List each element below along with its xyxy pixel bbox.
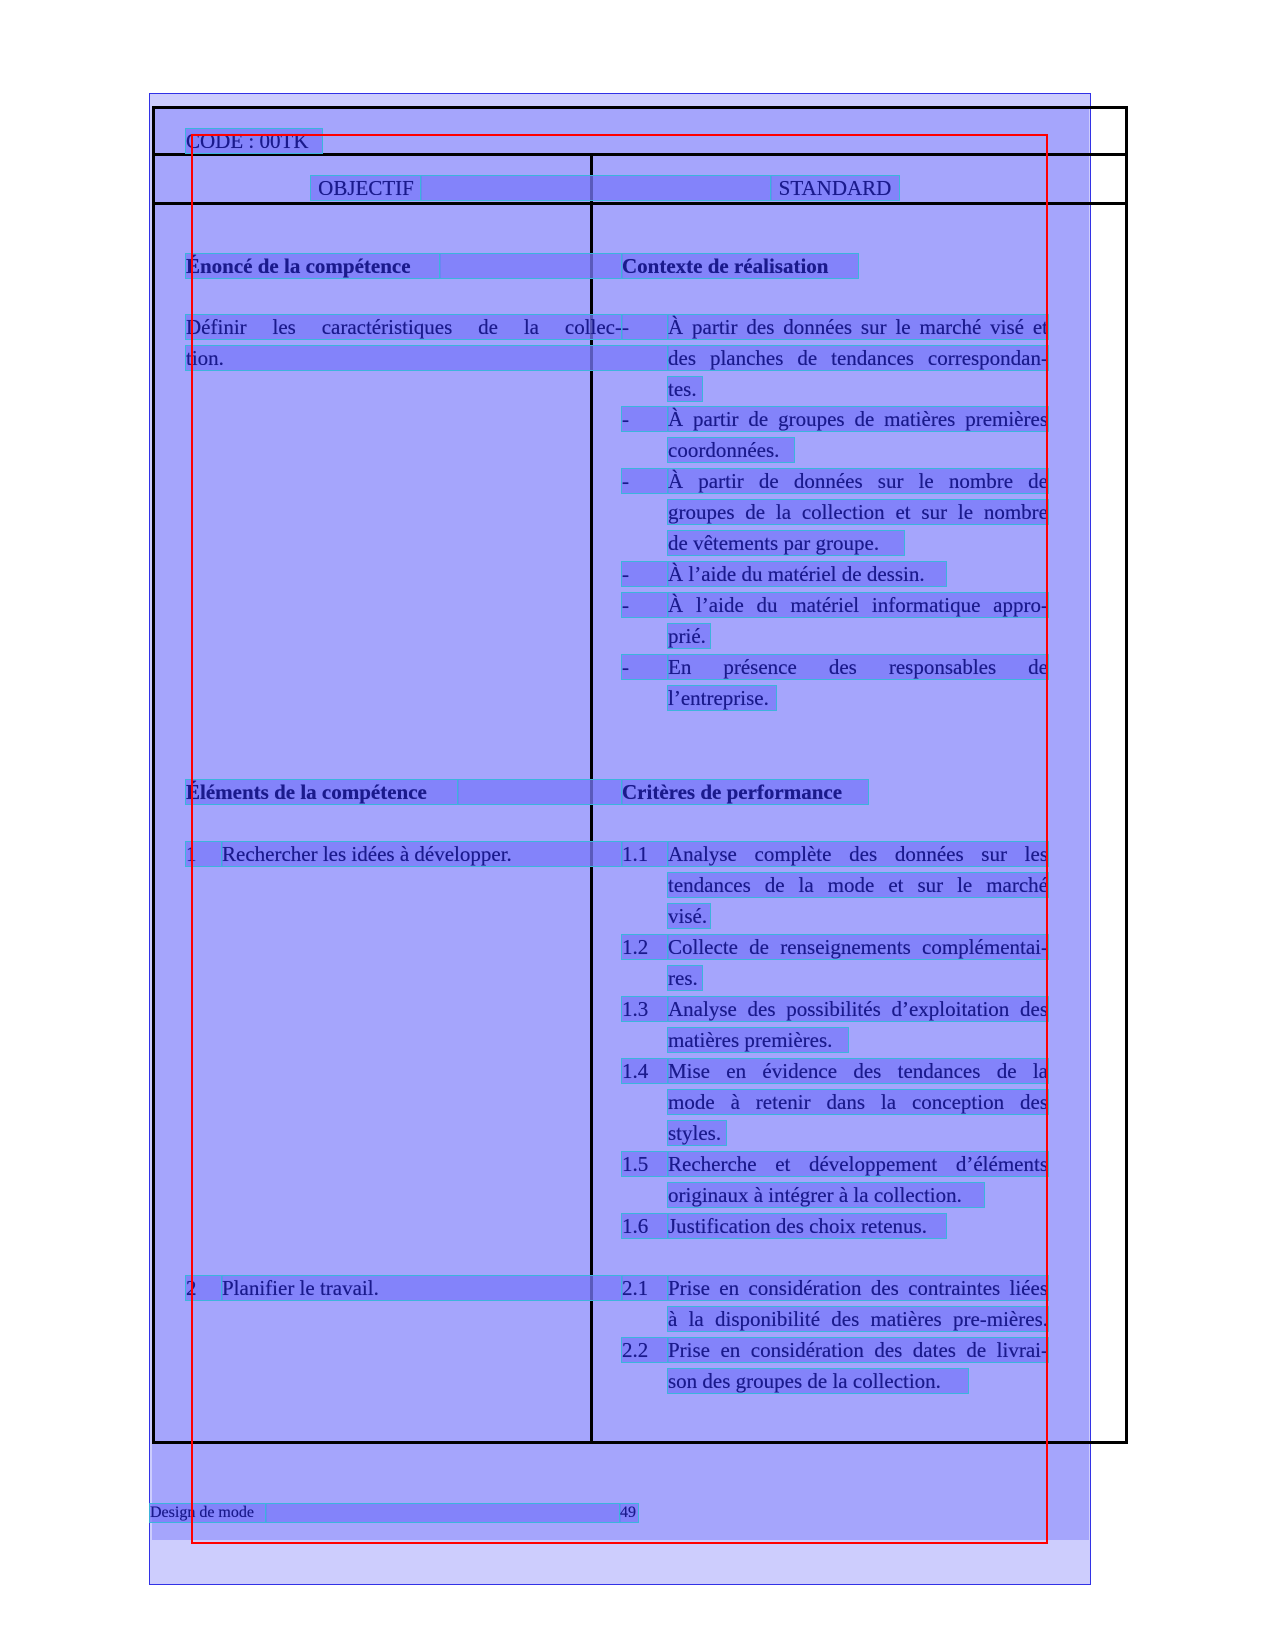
critere-1-3-line-1: Analyse des possibilités d’exploitation des: [668, 997, 1048, 1021]
contexte-item-2-line-1: À partir de groupes de matières premières: [668, 407, 1048, 431]
critere-1-6-line-1: Justification des choix retenus.: [668, 1214, 946, 1238]
critere-1-3-line-2: matières premières.: [668, 1028, 848, 1052]
contexte-item-3-line-3: de vêtements par groupe.: [668, 531, 904, 555]
critere-1-5-line-2: originaux à intégrer à la collection.: [668, 1183, 984, 1207]
contexte-bullet-3: -: [622, 469, 668, 493]
critere-1-5-line-1: Recherche et développement d’éléments: [668, 1152, 1048, 1176]
contexte-item-1-line-1: À partir des données sur le marché visé et: [668, 315, 1048, 339]
element-1-number: 1: [186, 842, 222, 866]
contexte-title: Contexte de réalisation: [622, 254, 858, 278]
critere-2-2-number: 2.2: [622, 1338, 668, 1362]
contexte-item-6-line-1: En présence des responsables de: [668, 655, 1048, 679]
enonce-title: Énoncé de la compétence: [186, 254, 440, 278]
contexte-item-4-line-1: À l’aide du matériel de dessin.: [668, 562, 946, 586]
critere-1-4-line-1: Mise en évidence des tendances de la: [668, 1059, 1048, 1083]
enonce-line-2: tion.: [186, 346, 668, 370]
elements-title: Éléments de la compétence: [186, 780, 458, 804]
contexte-item-1-line-3: tes.: [668, 377, 702, 401]
critere-2-1-number: 2.1: [622, 1276, 668, 1300]
critere-1-5-number: 1.5: [622, 1152, 668, 1176]
critere-1-2-number: 1.2: [622, 935, 668, 959]
enonce-line-1: Définir les caractéristiques de la collec-: [186, 315, 622, 339]
footer-title: Design de mode: [150, 1504, 266, 1522]
contexte-item-3-line-1: À partir de données sur le nombre de: [668, 469, 1048, 493]
contexte-item-5-line-1: À l’aide du matériel informatique appro-: [668, 593, 1048, 617]
critere-1-2-line-1: Collecte de renseignements complémentai-: [668, 935, 1048, 959]
critere-1-1-line-3: visé.: [668, 904, 710, 928]
critere-1-4-line-3: styles.: [668, 1121, 726, 1145]
contexte-bullet-6: -: [622, 655, 668, 679]
critere-2-1-line-1: Prise en considération des contraintes liées: [668, 1276, 1048, 1300]
critere-1-1-line-1: Analyse complète des données sur les: [668, 842, 1048, 866]
element-2-number: 2: [186, 1276, 222, 1300]
element-1-text: Rechercher les idées à développer.: [222, 842, 622, 866]
column-header-standard: STANDARD: [771, 176, 899, 200]
critere-2-2-line-2: son des groupes de la collection.: [668, 1369, 968, 1393]
contexte-bullet-1: -: [622, 315, 668, 339]
critere-1-1-line-2: tendances de la mode et sur le marché: [668, 873, 1048, 897]
code-label: CODE : 00TK: [186, 129, 322, 153]
critere-2-2-line-1: Prise en considération des dates de livrai-: [668, 1338, 1048, 1362]
contexte-bullet-4: -: [622, 562, 668, 586]
criteres-title: Critères de performance: [622, 780, 868, 804]
contexte-item-1-line-2: des planches de tendances correspondan-: [668, 346, 1048, 370]
contexte-bullet-5: -: [622, 593, 668, 617]
critere-1-2-line-2: res.: [668, 966, 702, 990]
critere-2-1-line-2: à la disponibilité des matières pre-mières.: [668, 1307, 1048, 1331]
page-number: 49: [620, 1504, 636, 1521]
critere-1-4-number: 1.4: [622, 1059, 668, 1083]
contexte-item-2-line-2: coordonnées.: [668, 438, 794, 462]
critere-1-1-number: 1.1: [622, 842, 668, 866]
contexte-item-6-line-2: l’entreprise.: [668, 686, 776, 710]
column-header-objectif: OBJECTIF: [311, 176, 421, 200]
contexte-bullet-2: -: [622, 407, 668, 431]
critere-1-6-number: 1.6: [622, 1214, 668, 1238]
critere-1-3-number: 1.3: [622, 997, 668, 1021]
critere-1-4-line-2: mode à retenir dans la conception des: [668, 1090, 1048, 1114]
contexte-item-3-line-2: groupes de la collection et sur le nombre: [668, 500, 1048, 524]
element-2-text: Planifier le travail.: [222, 1276, 622, 1300]
contexte-item-5-line-2: prié.: [668, 624, 710, 648]
text-area-frame: [191, 134, 1048, 1544]
